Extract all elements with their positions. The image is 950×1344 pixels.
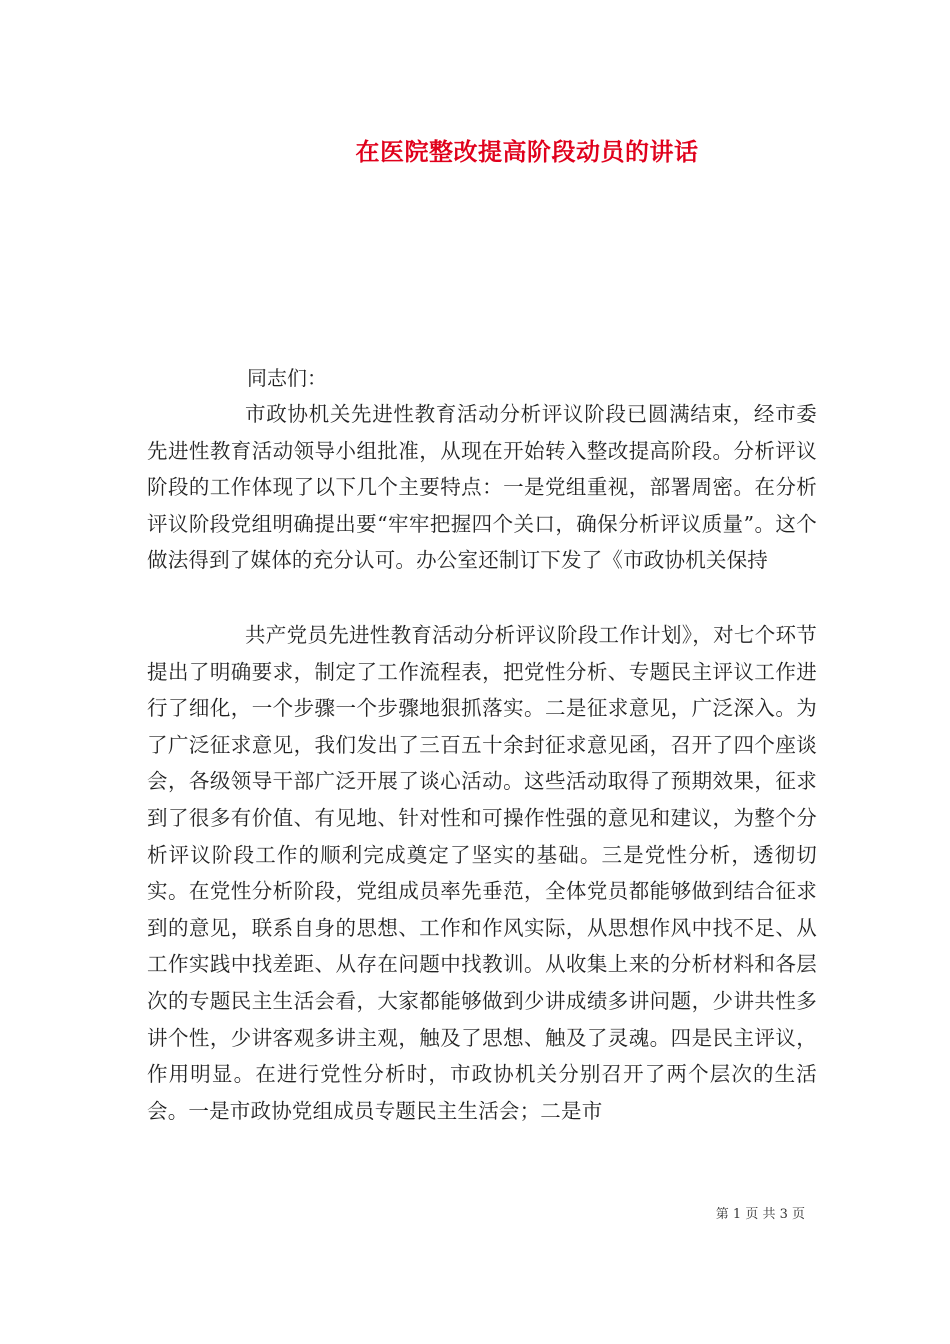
- body-paragraph-2: 共产党员先进性教育活动分析评议阶段工作计划》，对七个环节提出了明确要求，制定了工作流程表，把党性分析、专题民主评议工作进行了细化，一个步骤一个步骤地狠抓落实。二是征求意见，广泛深入。为了广泛征求意见，我们发出了三百五十余封征求意见函，召开了四个座谈会，各级领导干部广泛开展了谈心活动。这些活动取得了预期效果，征求到了很多有价值、有见地、针对性和可操作性强的意见和建议，为整个分析评议阶段工作的顺利完成奠定了坚实的基础。三是党性分析，透彻切实。在党性分析阶段，党组成员率先垂范，全体党员都能够做到结合征求到的意见，联系自身的思想、工作和作风实际，从思想作风中找不足、从工作实践中找差距、从存在问题中找教训。从收集上来的分析材料和各层次的专题民主生活会看，大家都能够做到少讲成绩多讲问题，少讲共性多讲个性，少讲客观多讲主观，触及了思想、触及了灵魂。四是民主评议，作用明显。在进行党性分析时，市政协机关分别召开了两个层次的生活会。一是市政协党组成员专题民主生活会；二是市: [147, 623, 817, 1123]
- page-number-footer: 第 1 页 共 3 页: [715, 1207, 805, 1222]
- body-paragraph-1: 市政协机关先进性教育活动分析评议阶段已圆满结束，经市委先进性教育活动领导小组批准，从现在开始转入整改提高阶段。分析评议阶段的工作体现了以下几个主要特点：一是党组重视，部署周密。在分析评议阶段党组明确提出要“牢牢把握四个关口，确保分析评议质量”。这个做法得到了媒体的充分认可。办公室还制订下发了《市政协机关保持: [147, 402, 817, 573]
- salutation: 同志们：: [247, 366, 327, 390]
- document-title: 在医院整改提高阶段动员的讲话: [355, 137, 699, 166]
